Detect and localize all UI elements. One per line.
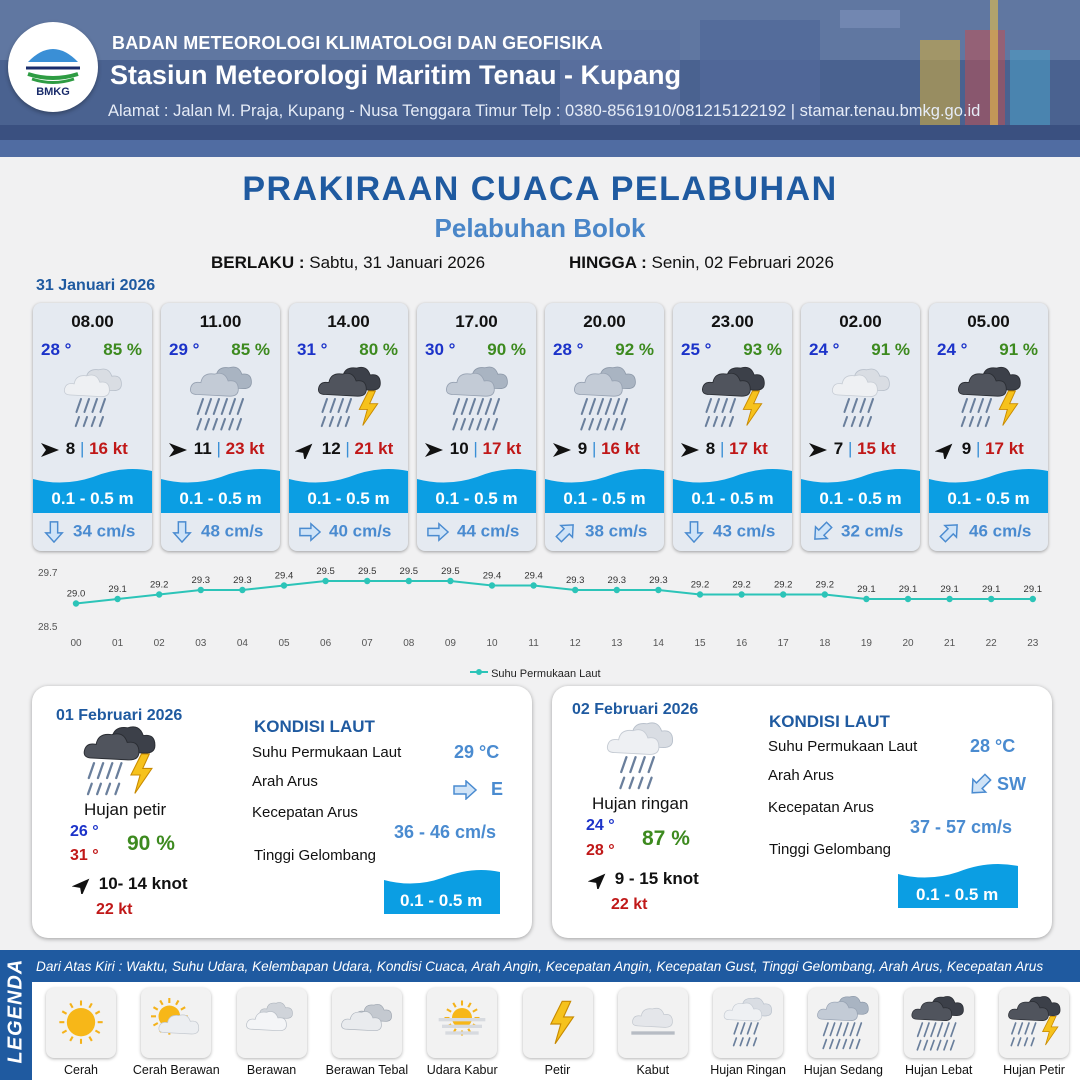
day1-wind-speed: 10- 14 knot <box>98 874 188 893</box>
hour-wind <box>423 439 521 459</box>
sst-data-point <box>530 582 536 588</box>
hour-humidity: 90 % <box>487 340 526 359</box>
day2-sst-label: Suhu Permukaan Laut <box>768 738 918 755</box>
x-tick-label: 08 <box>403 638 415 649</box>
hour-time: 20.00 <box>583 312 626 331</box>
hour-temperature: 31 ° <box>297 340 328 359</box>
separator: | <box>473 439 478 458</box>
x-tick-label: 05 <box>278 638 290 649</box>
day2-condition: Hujan ringan <box>592 794 689 813</box>
legend-item-label: Cerah <box>63 1063 99 1077</box>
light-rain-icon <box>57 363 129 433</box>
hour-current <box>555 521 647 543</box>
hour-time: 11.00 <box>199 312 242 331</box>
sst-data-point <box>406 578 412 584</box>
x-tick-label: 11 <box>528 638 539 649</box>
current-arrow-icon <box>811 521 841 540</box>
hour-gust: 15 kt <box>857 439 896 458</box>
hour-wind-speed: 8 <box>705 439 716 458</box>
hour-time: 17.00 <box>455 312 498 331</box>
day1-wave-height: 0.1 - 0.5 m <box>400 891 483 910</box>
day2-current-dir <box>968 773 1026 797</box>
day1-current-dir-value: E <box>491 779 504 799</box>
day1-current-speed-label: Kecepatan Arus <box>252 804 358 821</box>
legend-item-label: Udara Kabur <box>426 1063 498 1077</box>
legend-sidebar <box>0 950 32 1080</box>
hour-temperature: 30 ° <box>425 340 456 359</box>
page-title: PRAKIRAAN CUACA PELABUHAN <box>242 170 838 208</box>
sst-data-label: 29.1 <box>898 584 918 595</box>
x-tick-label: 15 <box>694 638 706 649</box>
wind-arrow-icon <box>167 439 189 458</box>
sst-data-point <box>738 591 744 597</box>
hour-wave-height: 0.1 - 0.5 m <box>307 489 390 508</box>
hour-gust: 23 kt <box>225 439 265 458</box>
day1-temp-max: 31 ° <box>70 847 99 864</box>
valid-from <box>211 253 485 273</box>
day2-current-speed-label: Kecepatan Arus <box>768 799 874 816</box>
hour-current-speed: 32 cm/s <box>841 521 904 541</box>
day1-sst-label: Suhu Permukaan Laut <box>252 744 402 761</box>
sst-data-label: 29.1 <box>940 584 959 595</box>
sst-data-point <box>988 596 994 602</box>
hour-wave-height: 0.1 - 0.5 m <box>819 489 902 508</box>
current-arrow-icon <box>43 521 73 540</box>
hour-current <box>299 521 391 543</box>
sunny-icon <box>51 993 111 1053</box>
sst-data-point <box>447 578 453 584</box>
separator: | <box>847 439 853 458</box>
cloudy-icon <box>242 993 302 1053</box>
sst-data-label: 29.0 <box>66 588 86 600</box>
hour-temperature: 25 ° <box>681 340 712 359</box>
hour-current-speed: 43 cm/s <box>713 521 776 541</box>
day2-date: 02 Februari 2026 <box>572 701 699 718</box>
sst-data-label: 29.4 <box>524 570 543 582</box>
day1-current-speed: 36 - 46 cm/s <box>394 822 497 842</box>
hourly-forecast-cards <box>33 303 1053 551</box>
legend-line-marker-icon <box>470 667 488 677</box>
valid-from-value: Sabtu, 31 Januari 2026 <box>309 253 486 272</box>
hourly-card <box>801 303 920 551</box>
legend-item-label: Petir <box>544 1063 571 1077</box>
moderate-rain-icon <box>569 363 641 433</box>
station-address: Alamat : Jalan M. Praja, Kupang - Nusa Tenggara Timur Telp : 0380-8561910/081215122192 | stamar.tenau.bmkg.go.id <box>108 102 981 120</box>
separator: | <box>719 439 725 458</box>
day2-panel <box>552 686 1052 938</box>
wind-arrow-icon <box>679 439 701 458</box>
x-tick-label: 07 <box>361 638 373 649</box>
legend-item <box>46 988 116 1058</box>
chart-legend-label: Suhu Permukaan Laut <box>491 668 601 680</box>
sst-data-label: 29.1 <box>857 584 876 595</box>
wind-arrow-icon <box>39 439 61 458</box>
hour-humidity: 93 % <box>743 340 782 359</box>
sst-data-label: 29.5 <box>316 566 335 577</box>
hour-wind-speed: 12 <box>321 439 341 458</box>
wind-arrow-icon <box>807 439 829 458</box>
moderate-rain-icon <box>813 993 873 1053</box>
sst-data-point <box>946 596 952 602</box>
legend-item-label: Berawan <box>246 1063 297 1077</box>
hour-gust: 21 kt <box>354 439 394 458</box>
hour-time: 23.00 <box>711 312 754 331</box>
x-tick-label: 22 <box>985 638 997 649</box>
hour-wind-speed: 8 <box>65 439 76 458</box>
day1-wind <box>72 874 188 894</box>
hour-humidity: 80 % <box>359 340 398 359</box>
sst-data-label: 29.4 <box>274 570 294 582</box>
current-arrow-icon <box>683 521 713 540</box>
agency-name: BADAN METEOROLOGI KLIMATOLOGI DAN GEOFISIKA <box>112 33 603 53</box>
day1-wave-label: Tinggi Gelombang <box>254 847 377 864</box>
partly-cloudy-icon <box>146 993 206 1053</box>
day2-wind-arrow-icon <box>588 871 610 889</box>
sst-data-point <box>697 591 703 597</box>
x-tick-label: 00 <box>70 638 82 649</box>
x-tick-label: 14 <box>652 638 664 649</box>
x-tick-label: 12 <box>569 638 581 649</box>
legend-item <box>618 988 688 1058</box>
sst-data-label: 29.1 <box>108 584 127 595</box>
sst-data-label: 29.2 <box>732 579 751 591</box>
sst-data-label: 29.1 <box>981 584 1001 595</box>
y-tick-label: 29.7 <box>38 568 58 579</box>
day2-temp-max: 28 ° <box>586 842 615 859</box>
day2-wind-speed: 9 - 15 knot <box>614 869 699 888</box>
hour-current-speed: 46 cm/s <box>969 521 1032 541</box>
current-arrow-icon <box>171 521 201 540</box>
wind-arrow-icon <box>551 439 573 458</box>
valid-from-label: BERLAKU : <box>211 253 305 272</box>
sst-data-label: 29.2 <box>815 579 835 591</box>
thunderstorm-icon <box>313 363 385 433</box>
sst-data-label: 29.2 <box>149 579 169 591</box>
x-tick-label: 19 <box>860 638 872 649</box>
hour-temperature: 29 ° <box>169 340 200 359</box>
hour-current <box>171 521 263 543</box>
hourly-card <box>673 303 792 551</box>
first-day-date: 31 Januari 2026 <box>36 277 156 294</box>
hour-current-speed: 48 cm/s <box>201 521 264 541</box>
heavy-rain-icon <box>909 993 969 1053</box>
hour-time: 05.00 <box>967 312 1010 331</box>
hour-wind <box>551 439 640 459</box>
moderate-rain-icon <box>185 363 257 433</box>
valid-to-value: Senin, 02 Februari 2026 <box>651 253 834 272</box>
wind-arrow-icon <box>423 439 445 458</box>
hour-wind <box>167 439 264 459</box>
x-tick-label: 13 <box>611 638 623 649</box>
x-tick-label: 02 <box>153 638 165 649</box>
haze-icon <box>432 993 492 1053</box>
y-tick-label: 28.5 <box>38 622 58 633</box>
sst-data-label: 29.2 <box>690 579 710 591</box>
day2-light-rain-icon <box>599 716 689 796</box>
separator: | <box>591 439 597 458</box>
hour-wave-height: 0.1 - 0.5 m <box>563 489 646 508</box>
sst-data-point <box>156 591 162 597</box>
hourly-card <box>545 303 664 551</box>
legend-item <box>904 988 974 1058</box>
sst-data-label: 29.3 <box>191 575 211 586</box>
sst-data-label: 29.3 <box>565 575 585 586</box>
valid-to-label: HINGGA : <box>569 253 647 272</box>
hour-wind-speed: 9 <box>577 439 588 458</box>
overcast-icon <box>337 993 397 1053</box>
day2-current-arrow-icon <box>968 773 992 797</box>
day1-gust: 22 kt <box>96 901 133 918</box>
day1-humidity: 90 % <box>127 832 175 855</box>
legend-description: Dari Atas Kiri : Waktu, Suhu Udara, Kelembapan Udara, Kondisi Cuaca, Arah Angin, Kecepatan Angin, Kecepatan Gust, Tinggi Gelombang, Arah Arus, Kecepatan Arus <box>36 959 1044 974</box>
day2-gust: 22 kt <box>611 896 648 913</box>
sst-data-label: 29.5 <box>357 566 377 577</box>
x-tick-label: 03 <box>195 638 207 649</box>
x-tick-label: 06 <box>320 638 332 649</box>
legend-item <box>237 988 307 1058</box>
sst-data-label: 29.5 <box>399 566 419 577</box>
hour-temperature: 28 ° <box>553 340 584 359</box>
fog-icon <box>623 993 683 1053</box>
hour-temperature: 28 ° <box>41 340 72 359</box>
hour-current <box>683 521 775 543</box>
hour-wave-height: 0.1 - 0.5 m <box>947 489 1030 508</box>
day2-current-speed: 37 - 57 cm/s <box>910 817 1013 837</box>
hourly-card <box>929 303 1048 551</box>
hour-current-speed: 44 cm/s <box>457 521 520 541</box>
day1-panel <box>32 686 532 938</box>
sst-data-point <box>322 578 328 584</box>
hour-current-speed: 34 cm/s <box>73 521 136 541</box>
separator: | <box>345 439 350 458</box>
sst-data-point <box>863 596 869 602</box>
hour-wind <box>295 439 393 459</box>
hour-wave-height: 0.1 - 0.5 m <box>51 489 134 508</box>
lightning-icon <box>528 993 588 1053</box>
day1-temp-min: 26 ° <box>70 823 99 840</box>
thunderstorm-icon <box>953 363 1025 433</box>
hour-humidity: 91 % <box>999 340 1038 359</box>
legend-item-label: Kabut <box>636 1063 670 1077</box>
thunderstorm-icon <box>1004 993 1064 1053</box>
hour-wind-speed: 9 <box>961 439 972 458</box>
hour-wave-height: 0.1 - 0.5 m <box>691 489 774 508</box>
current-arrow-icon <box>427 521 457 540</box>
separator: | <box>79 439 85 458</box>
day2-humidity: 87 % <box>642 827 690 850</box>
hour-current <box>939 521 1031 543</box>
legend-item-label: Berawan Tebal <box>325 1063 409 1077</box>
legend-section <box>0 950 1080 1080</box>
legend-side-label: LEGENDA <box>4 958 27 1064</box>
hour-temperature: 24 ° <box>937 340 968 359</box>
legend-item <box>713 988 783 1058</box>
day2-sst-value: 28 °C <box>970 736 1016 756</box>
hour-current <box>43 521 135 543</box>
legend-item-label: Hujan Petir <box>1003 1063 1065 1077</box>
day2-current-dir-value: SW <box>997 773 1027 794</box>
moderate-rain-icon <box>441 363 513 433</box>
sst-data-point <box>489 582 495 588</box>
day1-current-arrow-icon <box>452 780 478 800</box>
sst-data-label: 29.1 <box>1023 584 1043 595</box>
hour-time: 08.00 <box>71 312 114 331</box>
x-tick-label: 16 <box>736 638 748 649</box>
sst-data-point <box>1030 596 1036 602</box>
sst-data-label: 29.3 <box>649 575 668 586</box>
sst-data-point <box>822 591 828 597</box>
hour-gust: 17 kt <box>729 439 768 458</box>
light-rain-icon <box>825 363 897 433</box>
hour-humidity: 85 % <box>231 340 270 359</box>
hour-gust: 17 kt <box>985 439 1024 458</box>
legend-item <box>427 988 497 1058</box>
light-rain-icon <box>718 993 778 1053</box>
day1-sst-value: 29 °C <box>454 742 500 762</box>
hour-current-speed: 38 cm/s <box>585 521 648 541</box>
separator: | <box>975 439 981 458</box>
x-tick-label: 17 <box>777 638 789 649</box>
hour-gust: 16 kt <box>601 439 640 458</box>
day1-condition: Hujan petir <box>84 800 167 819</box>
hour-humidity: 91 % <box>871 340 910 359</box>
thunderstorm-icon <box>697 363 769 433</box>
sst-data-point <box>281 582 287 588</box>
hour-temperature: 24 ° <box>809 340 840 359</box>
day1-wind-arrow-icon <box>72 876 94 894</box>
day1-current-dir <box>452 779 503 800</box>
hour-wind <box>39 439 128 459</box>
legend-item <box>332 988 402 1058</box>
hour-wind-speed: 10 <box>449 439 469 458</box>
sst-data-point <box>780 591 786 597</box>
sst-data-point <box>614 587 620 593</box>
day2-wave-label: Tinggi Gelombang <box>769 841 892 858</box>
day2-kondisi-title: KONDISI LAUT <box>769 712 890 731</box>
day2-wave-height: 0.1 - 0.5 m <box>916 885 999 904</box>
station-name: Stasiun Meteorologi Maritim Tenau - Kupang <box>110 60 682 90</box>
hourly-card <box>289 303 408 551</box>
sst-data-label: 29.3 <box>607 575 627 586</box>
x-tick-label: 01 <box>112 638 124 649</box>
logo-text: BMKG <box>36 86 70 98</box>
hour-current <box>811 521 903 543</box>
legend-item <box>999 988 1069 1058</box>
bmkg-logo-icon <box>8 22 98 112</box>
sst-data-point <box>364 578 370 584</box>
hour-wind-speed: 11 <box>193 439 212 458</box>
current-arrow-icon <box>555 521 585 540</box>
day1-kondisi-title: KONDISI LAUT <box>254 717 375 736</box>
hour-gust: 16 kt <box>89 439 128 458</box>
sst-data-point <box>572 587 578 593</box>
day1-thunderstorm-icon <box>78 722 168 802</box>
header-banner <box>0 0 1080 157</box>
legend-item-label: Cerah Berawan <box>132 1063 220 1077</box>
day2-temp-min: 24 ° <box>586 817 615 834</box>
hour-time: 02.00 <box>839 312 882 331</box>
current-arrow-icon <box>299 521 329 540</box>
bmkg-logo <box>8 22 98 112</box>
hour-wind <box>935 439 1024 459</box>
hour-current-speed: 40 cm/s <box>329 521 392 541</box>
sst-series-line <box>76 581 1033 604</box>
sst-data-point <box>655 587 661 593</box>
hour-humidity: 85 % <box>103 340 142 359</box>
hour-time: 14.00 <box>327 312 370 331</box>
legend-item-label: Hujan Sedang <box>803 1063 883 1077</box>
hourly-card <box>161 303 280 551</box>
valid-to <box>569 253 834 273</box>
x-tick-label: 09 <box>444 638 456 649</box>
separator: | <box>216 439 221 458</box>
x-tick-label: 10 <box>486 638 498 649</box>
sst-data-label: 29.5 <box>441 566 460 577</box>
sst-data-label: 29.2 <box>773 579 793 591</box>
hour-humidity: 92 % <box>615 340 654 359</box>
port-name: Pelabuhan Bolok <box>434 213 646 243</box>
hourly-card <box>417 303 536 551</box>
sst-data-point <box>905 596 911 602</box>
hour-gust: 17 kt <box>482 439 522 458</box>
sst-data-point <box>73 600 79 606</box>
legend-item <box>141 988 211 1058</box>
legend-item <box>808 988 878 1058</box>
legend-item-label: Hujan Ringan <box>710 1063 786 1077</box>
legend-item <box>523 988 593 1058</box>
legend-item-label: Hujan Lebat <box>904 1063 973 1077</box>
sst-data-label: 29.3 <box>233 575 252 586</box>
hour-wave-height: 0.1 - 0.5 m <box>179 489 262 508</box>
current-arrow-icon <box>939 521 969 540</box>
x-tick-label: 21 <box>944 638 956 649</box>
wind-arrow-icon <box>295 439 317 458</box>
sst-data-point <box>114 596 120 602</box>
sst-data-point <box>239 587 245 593</box>
x-tick-label: 23 <box>1027 638 1039 649</box>
day1-date: 01 Februari 2026 <box>56 707 183 724</box>
day1-current-dir-label: Arah Arus <box>252 773 318 790</box>
wind-arrow-icon <box>935 439 957 458</box>
hourly-card <box>33 303 152 551</box>
sst-data-label: 29.4 <box>482 570 502 582</box>
x-tick-label: 04 <box>236 638 248 649</box>
day2-wind <box>588 869 699 889</box>
hour-wave-height: 0.1 - 0.5 m <box>435 489 518 508</box>
sst-data-point <box>198 587 204 593</box>
chart-legend <box>470 667 601 680</box>
x-tick-label: 18 <box>819 638 831 649</box>
day2-current-dir-label: Arah Arus <box>768 767 834 784</box>
hour-wind <box>807 439 896 459</box>
hour-current <box>427 521 519 543</box>
hour-wind <box>679 439 768 459</box>
x-tick-label: 20 <box>902 638 914 649</box>
hour-wind-speed: 7 <box>833 439 844 458</box>
